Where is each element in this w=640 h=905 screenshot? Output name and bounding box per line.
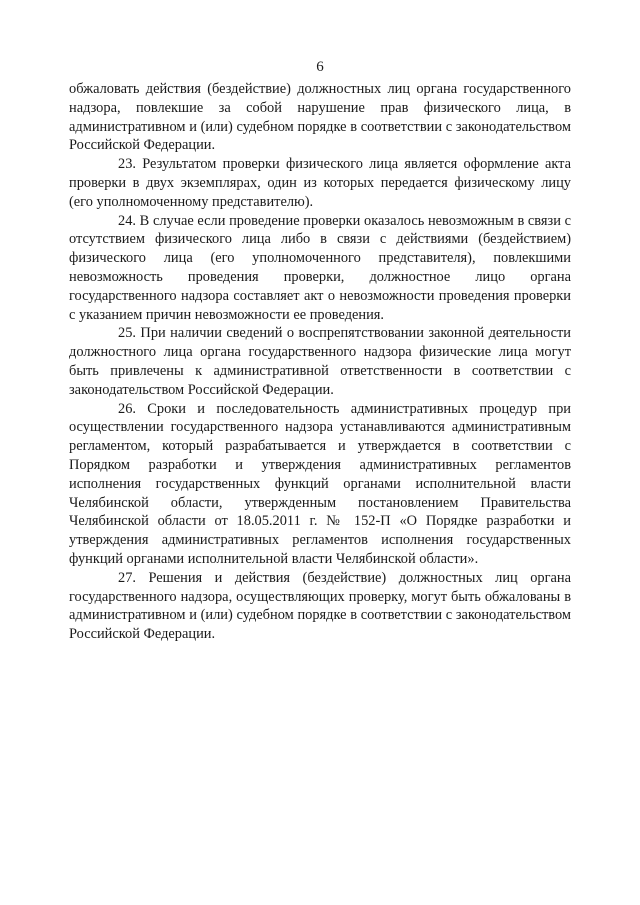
page-number: 6 xyxy=(316,59,324,75)
paragraph-continuation: обжаловать действия (бездействие) должностных лиц органа государственного надзора, повлекшие за собой нарушение прав физического лица, в административном и (или) судебном порядке в соответствии с законодательством Российской Федерации. xyxy=(69,81,571,154)
paragraph-item-23: 23. Результатом проверки физического лица является оформление акта проверки в двух экземплярах, один из которых передается физическому лицу (его уполномоченному представителю). xyxy=(69,156,571,210)
paragraph-item-24: 24. В случае если проведение проверки оказалось невозможным в связи с отсутствием физического лица либо в связи с действиями (бездействием) физического лица (его уполномоченного представителя), повлекшими невозможность проведения проверки, должностное лицо органа государственного надзора составляет акт о невозможности проведения проверки с указанием причин невозможности ее проведения. xyxy=(69,212,571,323)
paragraph-item-25: 25. При наличии сведений о воспрепятствовании законной деятельности должностного лица органа государственного надзора физические лица могут быть привлечены к административной ответственности в соответствии с законодательством Российской Федерации. xyxy=(69,325,571,398)
paragraph-item-27: 27. Решения и действия (бездействие) должностных лиц органа государственного надзора, осуществляющих проверку, могут быть обжалованы в административном и (или) судебном порядке в соответствии с законодательством Российской Федерации. xyxy=(69,569,571,643)
document-body xyxy=(69,80,571,644)
paragraph-item-26: 26. Сроки и последовательность административных процедур при осуществлении государственного надзора устанавливаются административным регламентом, который разрабатывается и утверждается в соответствии с Порядком разработки и утверждения административных регламентов исполнения государственных функций органами исполнительной власти Челябинской области, утвержденным постановлением Правительства Челябинской области от 18.05.2011 г. № 152-П «О Порядке разработки и утверждения административных регламентов исполнения государственных функций органами исполнительной власти Челябинской области». xyxy=(69,400,571,567)
